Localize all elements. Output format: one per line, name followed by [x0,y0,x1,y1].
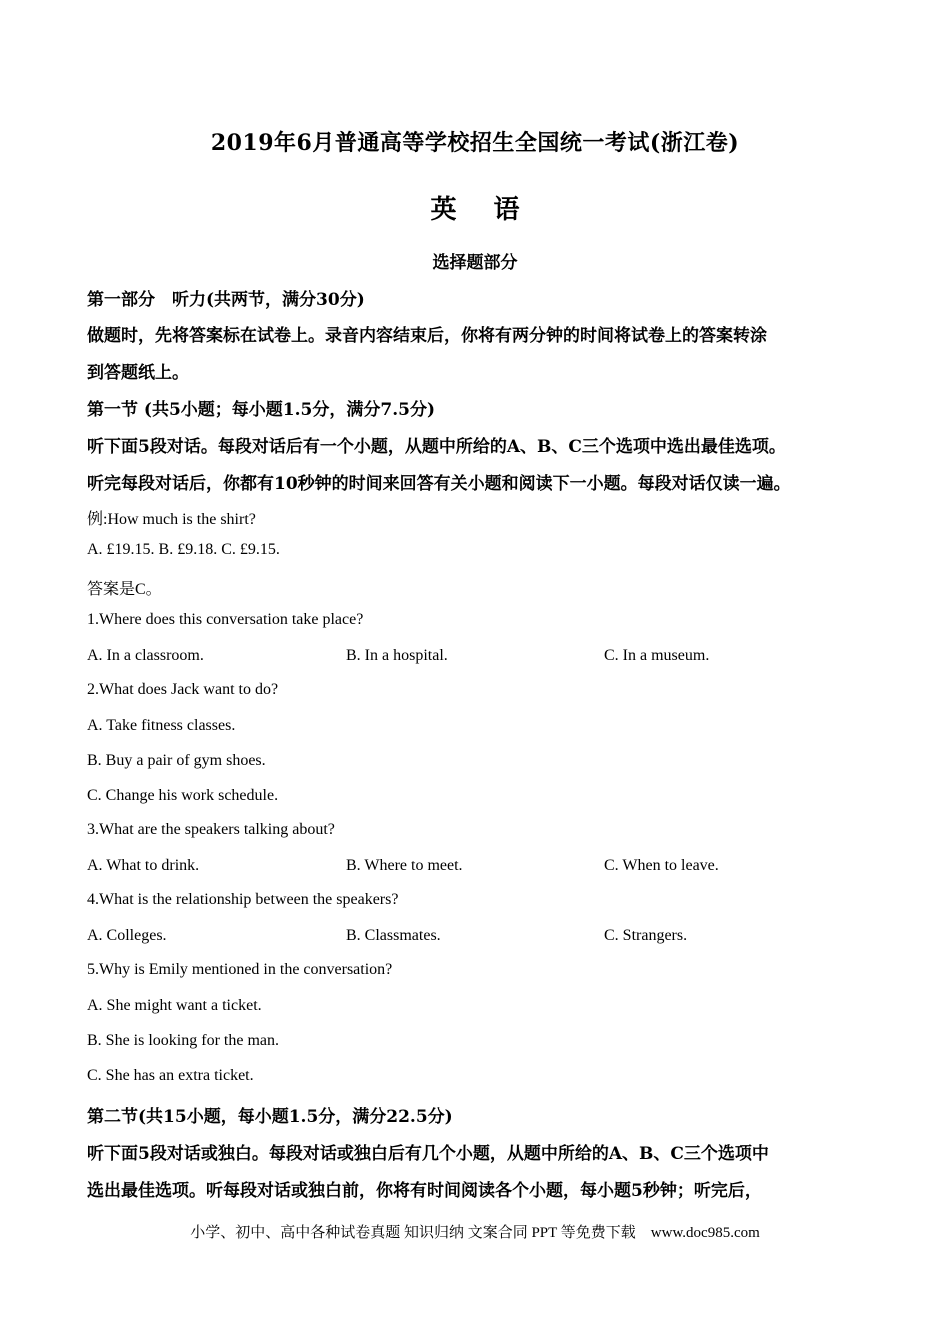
question-1: 1.Where does this conversation take place? [87,611,364,628]
page-footer: 小学、初中、高中各种试卷真题 知识归纳 文案合同 PPT 等免费下载 www.doc985.com [190,1225,760,1241]
question-5-option-b: B. She is looking for the man. [87,1032,279,1049]
question-2-option-a: A. Take fitness classes. [87,717,236,734]
section1-instruction-line2: 听完每段对话后，你都有10秒钟的时间来回答有关小题和阅读下一小题。每段对话仅读一遍。 [87,474,791,494]
question-3-option-b: B. Where to meet. [346,857,463,874]
question-4-option-a: A. Colleges. [87,927,167,944]
example-question: 例:How much is the shirt? [87,511,256,528]
question-3-option-c: C. When to leave. [604,857,719,874]
question-3-option-a: A. What to drink. [87,857,200,874]
section1-heading: 第一节 (共5小题；每小题1.5分，满分7.5分) [87,400,435,420]
question-2: 2.What does Jack want to do? [87,681,279,698]
section2-heading: 第二节(共15小题，每小题1.5分，满分22.5分) [87,1107,453,1127]
example-options: A. £19.15. B. £9.18. C. £9.15. [87,541,280,558]
part1-heading: 第一部分 听力(共两节，满分30分) [87,290,365,310]
section-title: 选择题部分 [432,253,518,273]
question-5-option-c: C. She has an extra ticket. [87,1067,254,1084]
exam-title: 2019年6月普通高等学校招生全国统一考试(浙江卷) [210,130,740,156]
question-4: 4.What is the relationship between the speakers? [87,891,399,908]
section1-instruction-line1: 听下面5段对话。每段对话后有一个小题，从题中所给的A、B、C三个选项中选出最佳选项。 [87,437,786,457]
section2-instruction-line2: 选出最佳选项。听每段对话或独白前，你将有时间阅读各个小题，每小题5秒钟；听完后， [87,1181,762,1201]
question-1-option-c: C. In a museum. [604,647,710,664]
part1-instruction-line2: 到答题纸上。 [87,363,189,383]
section2-instruction-line1: 听下面5段对话或独白。每段对话或独白后有几个小题，从题中所给的A、B、C三个选项中 [87,1144,769,1164]
question-4-option-c: C. Strangers. [604,927,688,944]
question-2-option-b: B. Buy a pair of gym shoes. [87,752,266,769]
part1-instruction-line1: 做题时，先将答案标在试卷上。录音内容结束后，你将有两分钟的时间将试卷上的答案转涂 [87,326,767,346]
question-1-option-b: B. In a hospital. [346,647,448,664]
subject-title: 英 语 [430,195,534,225]
question-3: 3.What are the speakers talking about? [87,821,335,838]
question-5-option-a: A. She might want a ticket. [87,997,262,1014]
question-4-option-b: B. Classmates. [346,927,441,944]
question-5: 5.Why is Emily mentioned in the conversation? [87,961,393,978]
example-answer: 答案是C。 [87,581,162,598]
question-1-option-a: A. In a classroom. [87,647,204,664]
question-2-option-c: C. Change his work schedule. [87,787,279,804]
